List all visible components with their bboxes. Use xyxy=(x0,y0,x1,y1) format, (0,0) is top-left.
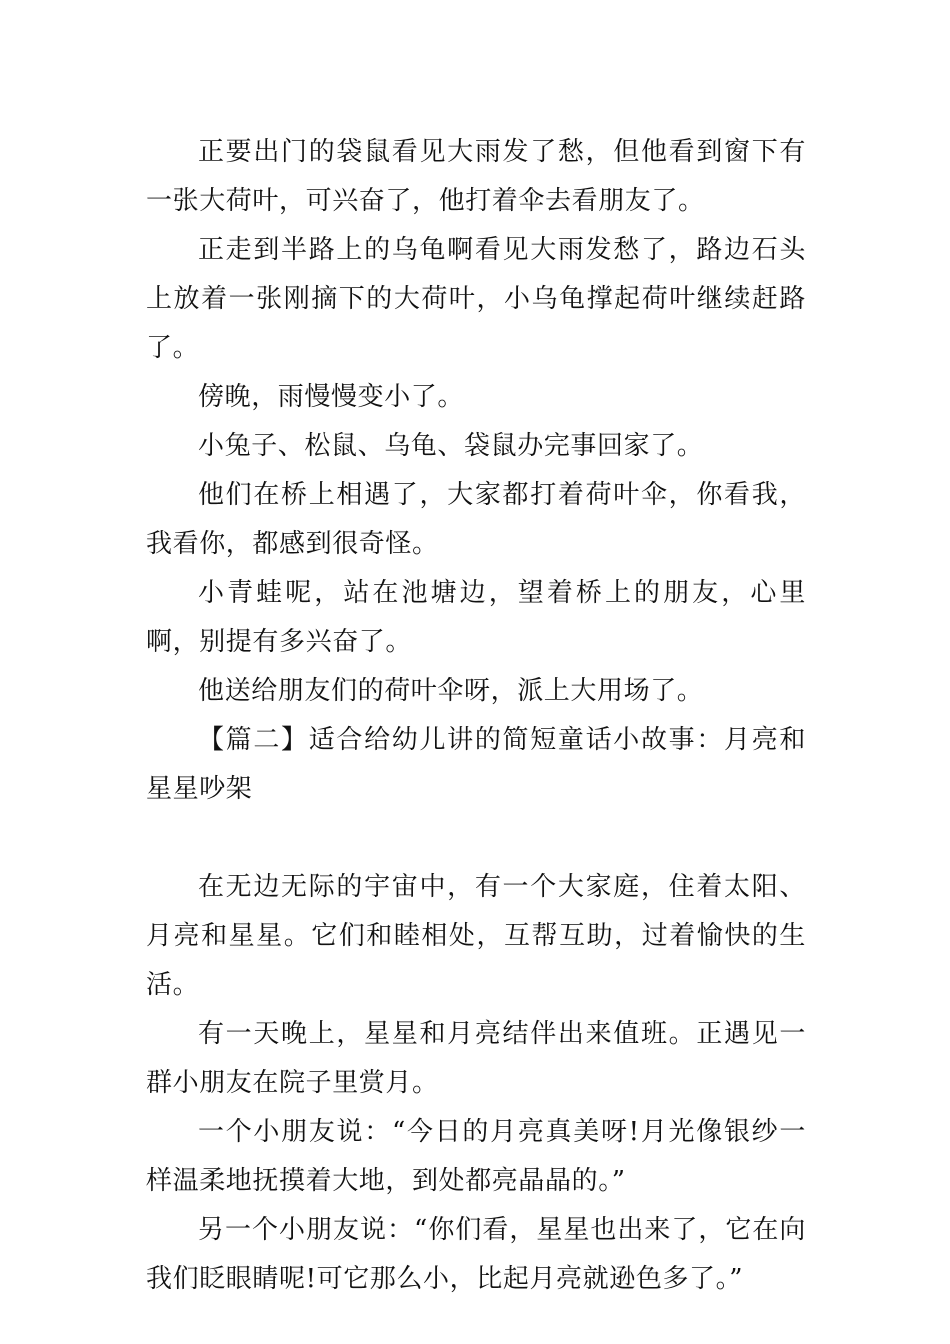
paragraph: 一个小朋友说：“今日的月亮真美呀!月光像银纱一样温柔地抚摸着大地，到处都亮晶晶的。” xyxy=(146,1117,806,1196)
paragraph: 傍晚，雨慢慢变小了。 xyxy=(198,382,465,412)
paragraph: 正走到半路上的乌龟啊看见大雨发愁了，路边石头上放着一张刚摘下的大荷叶，小乌龟撑起荷叶继续赶路了。 xyxy=(146,235,806,363)
paragraph: 正要出门的袋鼠看见大雨发了愁，但他看到窗下有一张大荷叶，可兴奋了，他打着伞去看朋友了。 xyxy=(146,137,806,216)
paragraph: 小兔子、松鼠、乌龟、袋鼠办完事回家了。 xyxy=(198,431,704,461)
paragraph: 他送给朋友们的荷叶伞呀，派上大用场了。 xyxy=(198,676,704,706)
paragraph: 他们在桥上相遇了，大家都打着荷叶伞，你看我，我看你，都感到很奇怪。 xyxy=(146,480,806,559)
section-heading: 【篇二】适合给幼儿讲的简短童话小故事：月亮和星星吵架 xyxy=(146,725,806,804)
document-body xyxy=(146,128,806,1304)
paragraph: 在无边无际的宇宙中，有一个大家庭，住着太阳、月亮和星星。它们和睦相处，互帮互助，过着愉快的生活。 xyxy=(146,872,806,1000)
blank-line xyxy=(146,814,806,863)
paragraph: 有一天晚上，星星和月亮结伴出来值班。正遇见一群小朋友在院子里赏月。 xyxy=(146,1019,806,1098)
paragraph: 小青蛙呢，站在池塘边，望着桥上的朋友，心里啊，别提有多兴奋了。 xyxy=(146,578,806,657)
paragraph: 另一个小朋友说：“你们看，星星也出来了，它在向我们眨眼睛呢!可它那么小，比起月亮就逊色多了。” xyxy=(146,1215,806,1294)
